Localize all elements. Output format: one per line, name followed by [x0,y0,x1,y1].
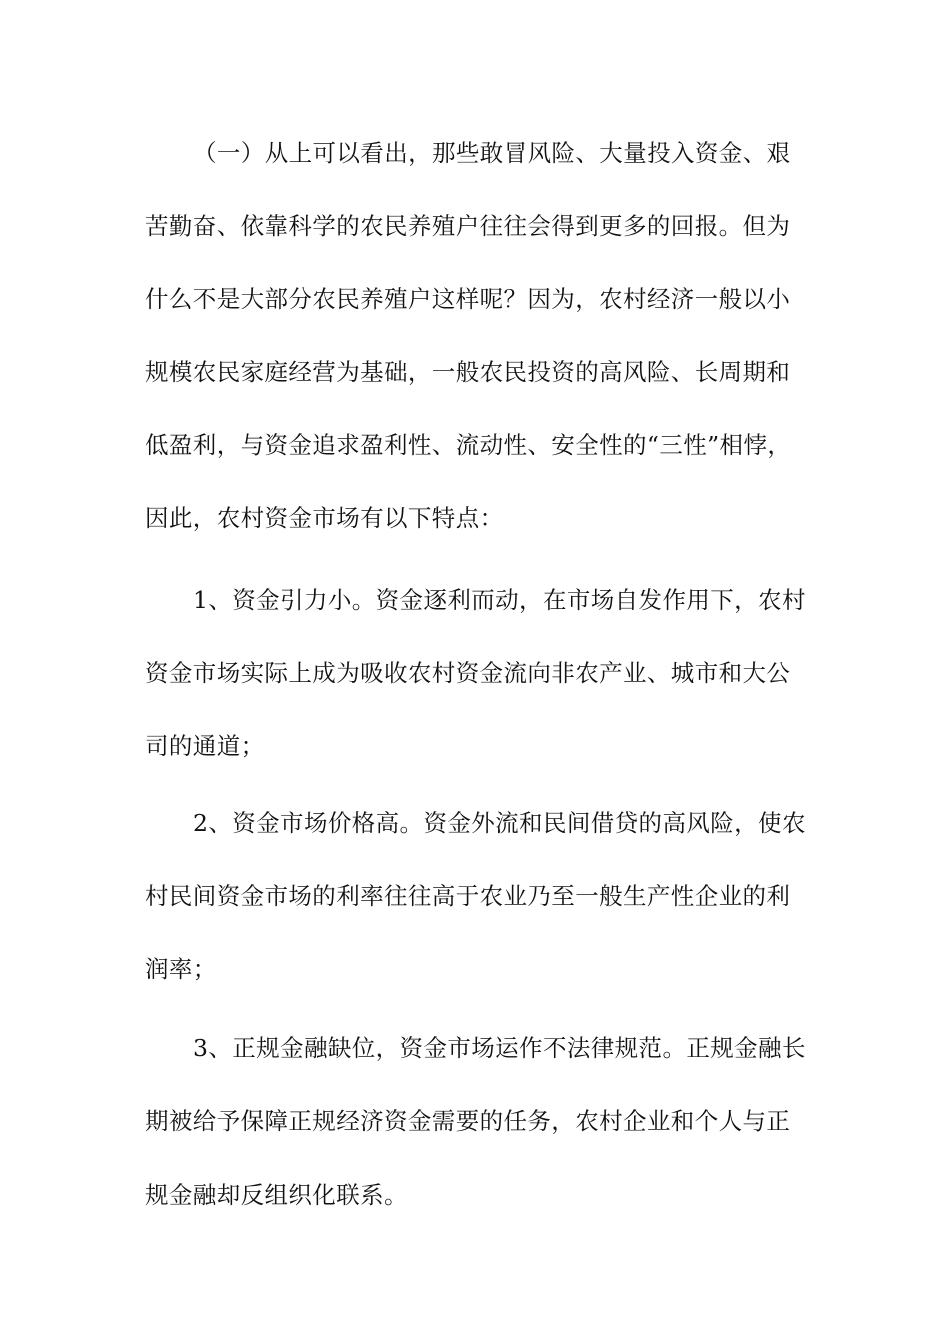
paragraph-1-line-1: （一）从上可以看出，那些敢冒风险、大量投入资金、艰 [193,139,791,167]
paragraph-4-line-1: 3、正规金融缺位，资金市场运作不法律规范。正规金融长 [193,1034,806,1062]
paragraph-3-line-1: 2、资金市场价格高。资金外流和民间借贷的高风险，使农 [193,809,806,837]
paragraph-2-line-3: 司的通道； [145,732,265,760]
paragraph-4-line-2: 期被给予保障正规经济资金需要的任务，农村企业和个人与正 [145,1107,791,1135]
paragraph-2-line-2: 资金市场实际上成为吸收农村资金流向非农产业、城市和大公 [145,659,791,687]
paragraph-3-line-2: 村民间资金市场的利率往往高于农业乃至一般生产性企业的利 [145,882,791,910]
paragraph-1-line-5: 低盈利，与资金追求盈利性、流动性、安全性的“三性”相悖， [145,431,792,459]
paragraph-2-line-1: 1、资金引力小。资金逐利而动，在市场自发作用下，农村 [193,586,806,614]
paragraph-4-line-3: 规金融却反组织化联系。 [145,1181,408,1209]
paragraph-1-line-4: 规模农民家庭经营为基础，一般农民投资的高风险、长周期和 [145,358,791,386]
paragraph-3-line-3: 润率； [145,955,217,983]
paragraph-1-line-3: 什么不是大部分农民养殖户这样呢？因为，农村经济一般以小 [145,285,791,313]
paragraph-1-line-2: 苦勤奋、依靠科学的农民养殖户往往会得到更多的回报。但为 [145,212,791,240]
paragraph-1-line-6: 因此，农村资金市场有以下特点： [145,504,504,532]
